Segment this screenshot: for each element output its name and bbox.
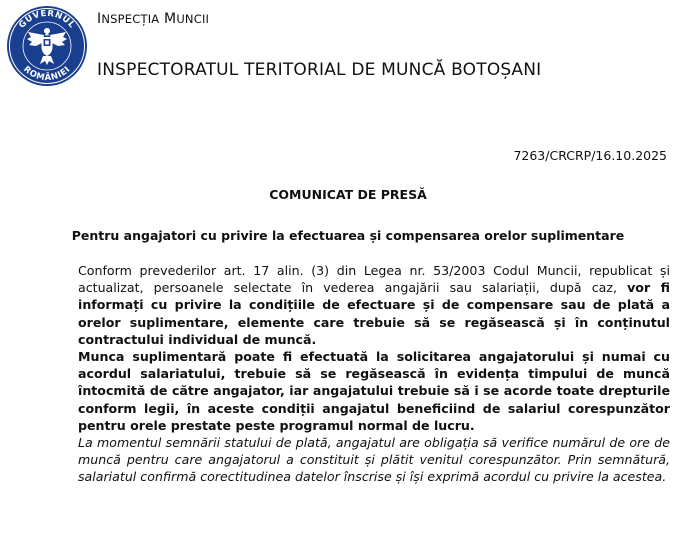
- paragraph-overtime-conditions: Munca suplimentară poate fi efectuată la solicitarea angajatorului și numai cu acordul salariatului, trebuie să se regăsească în evidența timpului de muncă întocmită de către angajator, iar angajatului trebuie să i se acorde toate drepturile conform legii, în aceste condiții angajatul beneficiind de salariul corespunzător pentru orele prestate peste programul normal de lucru.: [78, 349, 670, 433]
- paragraph-legal-basis-intro: Conform prevederilor art. 17 alin. (3) din Legea nr. 53/2003 Codul Muncii, republicat și actualizat, persoanele selectate în vederea angajării sau salariații, după caz,: [78, 263, 670, 296]
- svg-text:ROMÂNIEI: ROMÂNIEI: [21, 64, 73, 84]
- paragraph-payroll-signature: La momentul semnării statului de plată, angajatul are obligația să verifice numărul de ore de muncă pentru care angajatorul a constituit și plătit venitul corespunzător. Prin semnătură, salariatul confirmă corectitudinea datelor înscrise și își exprimă acordul cu privire la acestea.: [78, 435, 670, 485]
- document-subtitle: Pentru angajatori cu privire la efectuarea și compensarea orelor suplimentare: [71, 228, 625, 243]
- letterhead: [0, 0, 696, 100]
- agency-name: INSPECȚIA MUNCII: [97, 11, 210, 27]
- government-seal-logo: [6, 5, 88, 87]
- document-body: [78, 262, 670, 486]
- paragraph-legal-basis: [78, 262, 670, 348]
- inspectorate-name: INSPECTORATUL TERITORIAL DE MUNCĂ BOTOȘANI: [97, 60, 542, 80]
- registration-number: 7263/CRCRP/16.10.2025: [513, 148, 667, 163]
- paragraph-legal-basis-emphasis: vor fi informați cu privire la condițiile de efectuare și de compensare sau de plată a orelor suplimentare, elemente care trebuie să se regăsească și în conținutul contractului individual de muncă.: [78, 280, 671, 347]
- document-title: COMUNICAT DE PRESĂ: [269, 187, 427, 202]
- svg-text:GUVERNUL: GUVERNUL: [17, 8, 77, 31]
